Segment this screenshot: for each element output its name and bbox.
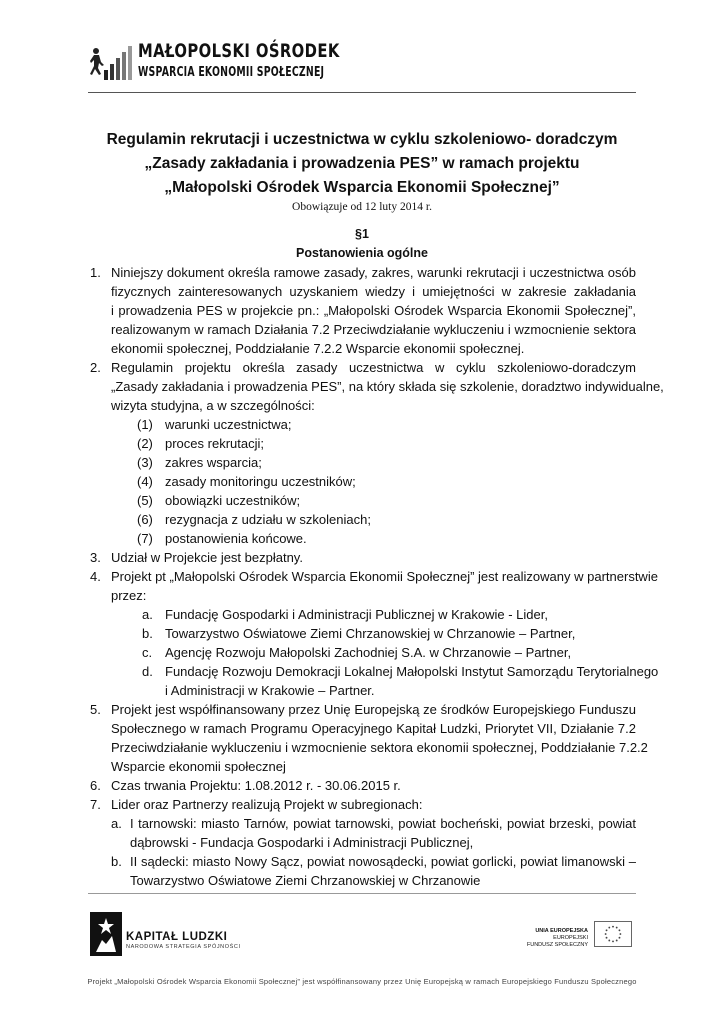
sublist-number: (3): [137, 455, 153, 470]
sublist-text: i Administracji w Krakowie – Partner.: [165, 683, 375, 698]
list-item-text: Udział w Projekcie jest bezpłatny.: [111, 550, 303, 565]
list-item-text: Przeciwdziałanie wykluczeniu i wzmocnienie sektora ekonomii społecznej, Poddziałanie 7.2.2: [111, 740, 648, 755]
sublist-number: (2): [137, 436, 153, 451]
sublist-text: Towarzystwo Oświatowe Ziemi Chrzanowskiej w Chrzanowie – Partner,: [165, 626, 576, 641]
footer-divider: [88, 893, 636, 894]
document-title-line2: „Zasady zakładania i prowadzenia PES” w ramach projektu: [144, 155, 580, 172]
sublist-text: Fundację Gospodarki i Administracji Publicznej w Krakowie - Lider,: [165, 607, 548, 622]
sublist-text: rezygnacja z udziału w szkoleniach;: [165, 512, 371, 527]
list-item-text: Niniejszy dokument określa ramowe zasady, zakres, warunki rekrutacji i uczestnictwa osób: [111, 265, 636, 280]
document-title-line1: Regulamin rekrutacji i uczestnictwa w cyklu szkoleniowo- doradczym: [106, 131, 618, 148]
sublist-text: Towarzystwo Oświatowe Ziemi Chrzanowskiej w Chrzanowie: [130, 873, 481, 888]
sublist-number: (1): [137, 417, 153, 432]
list-item-number: 7.: [90, 797, 101, 812]
sublist-number: (6): [137, 512, 153, 527]
list-item-text: Lider oraz Partnerzy realizują Projekt w subregionach:: [111, 797, 423, 812]
eu-label-line1: UNIA EUROPEJSKA: [535, 928, 588, 934]
kapital-ludzki-subtitle: NARODOWA STRATEGIA SPÓJNOŚCI: [126, 944, 241, 950]
list-item-text: i prowadzenia PES w projekcie pn.: „Małopolski Ośrodek Wsparcia Ekonomii Społecznej”,: [111, 303, 636, 318]
sublist-text: II sądecki: miasto Nowy Sącz, powiat nowosądecki, powiat gorlicki, powiat limanowski –: [130, 854, 636, 869]
sublist-letter: d.: [142, 664, 153, 679]
sublist-text: dąbrowski - Fundacja Gospodarki i Administracji Publicznej,: [130, 835, 474, 850]
logo-title: MAŁOPOLSKI OŚRODEK: [138, 40, 340, 62]
list-item-number: 6.: [90, 778, 101, 793]
sublist-letter: b.: [111, 854, 122, 869]
footer-cofinancing-note: Projekt „Małopolski Ośrodek Wsparcia Ekonomii Społecznej” jest współfinansowany przez Unię Europejską w ramach Europejskiego Funduszu Społecznego: [87, 977, 637, 986]
list-item-text: ekonomii społecznej, Poddziałanie 7.2.2 Wsparcie ekonomii społecznej.: [111, 341, 525, 356]
list-item-number: 2.: [90, 360, 101, 375]
list-item-text: Projekt jest współfinansowany przez Unię Europejską ze środków Europejskiego Funduszu: [111, 702, 636, 717]
list-item-text: Społecznego w ramach Programu Operacyjnego Kapitał Ludzki, Priorytet VII, Działanie 7.2: [111, 721, 636, 736]
sublist-number: (7): [137, 531, 153, 546]
sublist-letter: b.: [142, 626, 153, 641]
sublist-letter: c.: [142, 645, 153, 660]
list-item-text: fizycznych zainteresowanych uzyskaniem wiedzy i umiejętności w zakresie zakładania: [111, 284, 636, 299]
sublist-text: warunki uczestnictwa;: [165, 417, 292, 432]
list-item-text: Projekt pt „Małopolski Ośrodek Wsparcia Ekonomii Społecznej” jest realizowany w partnerstwie: [111, 569, 658, 584]
section-number: §1: [355, 227, 369, 241]
header-logo: [88, 38, 338, 88]
kapital-ludzki-title: KAPITAŁ LUDZKI: [126, 931, 228, 943]
sublist-text: proces rekrutacji;: [165, 436, 264, 451]
sublist-number: (4): [137, 474, 153, 489]
eu-flag-icon: [594, 921, 632, 947]
list-item-number: 4.: [90, 569, 101, 584]
sublist-text: Fundację Rozwoju Demokracji Lokalnej Małopolski Instytut Samorządu Terytorialnego: [165, 664, 659, 679]
list-item-number: 1.: [90, 265, 101, 280]
sublist-text: postanowienia końcowe.: [165, 531, 307, 546]
sublist-text: obowiązki uczestników;: [165, 493, 301, 508]
sublist-letter: a.: [111, 816, 122, 831]
sublist-text: Agencję Rozwoju Małopolski Zachodniej S.A. w Chrzanowie – Partner,: [165, 645, 572, 660]
list-item-text: Wsparcie ekonomii społecznej: [111, 759, 286, 774]
sublist-letter: a.: [142, 607, 153, 622]
sublist-text: zakres wsparcia;: [165, 455, 262, 470]
list-item-text: wizyta studyjna, a w szczególności:: [111, 398, 315, 413]
eu-label-line2: EUROPEJSKI: [553, 935, 588, 941]
list-item-number: 3.: [90, 550, 101, 565]
list-item-text: Czas trwania Projektu: 1.08.2012 r. - 30.06.2015 r.: [111, 778, 401, 793]
list-item-text: „Zasady zakładania i prowadzenia PES”, na który składa się szkolenie, doradztwo indywidualne,: [111, 379, 664, 394]
sublist-number: (5): [137, 493, 153, 508]
section-heading: Postanowienia ogólne: [296, 246, 428, 260]
sublist-text: zasady monitoringu uczestników;: [165, 474, 356, 489]
header-divider: [88, 92, 636, 93]
kapital-ludzki-logo-icon: [90, 912, 122, 956]
walking-figure-icon: [88, 38, 136, 86]
eu-label-line3: FUNDUSZ SPOŁECZNY: [526, 942, 588, 948]
list-item-number: 5.: [90, 702, 101, 717]
list-item-text: Regulamin projektu określa zasady uczestnictwa w cyklu szkoleniowo-doradczym: [111, 360, 636, 375]
list-item-text: przez:: [111, 588, 147, 603]
document-title-line3: „Małopolski Ośrodek Wsparcia Ekonomii Społecznej”: [164, 179, 560, 196]
logo-subtitle: WSPARCIA EKONOMII SPOŁECZNEJ: [138, 65, 325, 80]
effective-date: Obowiązuje od 12 luty 2014 r.: [292, 201, 432, 213]
sublist-text: I tarnowski: miasto Tarnów, powiat tarnowski, powiat bocheński, powiat brzeski, powiat: [130, 816, 636, 831]
list-item-text: realizowanym w ramach Działania 7.2 Przeciwdziałanie wykluczeniu i wzmocnienie sektora: [111, 322, 636, 337]
